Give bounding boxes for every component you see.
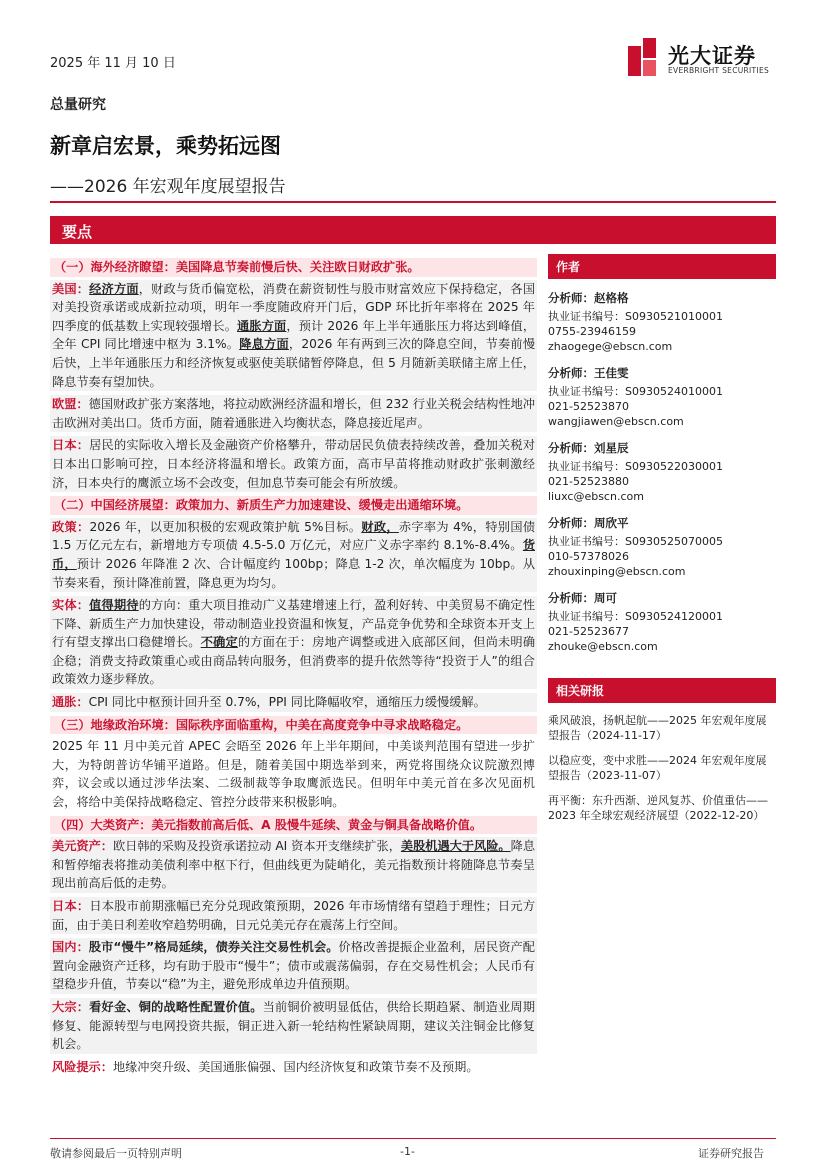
paragraph-real [50, 596, 537, 689]
paragraph-inflation [50, 693, 537, 712]
logo-cn: 光大证券 [668, 44, 756, 68]
title-divider [50, 201, 776, 203]
paragraph-jp [50, 436, 537, 492]
para-text: 居民的实际收入增长及金融资产价格攀升，带动居民负债表持续改善，叠加关税对日本出口影响可控，日本经济将温和增长。政策方面，高市早苗将推动财政扩张刺激经济，日本央行的鹰派立场不会改变，但加息节奏可能会有所放缓。 [52, 438, 536, 490]
related-report-link[interactable]: 再平衡：东升西渐、逆风复苏、价值重估——2023 年全球宏观经济展望（2022-12-20） [548, 794, 768, 822]
analyst-card [548, 516, 776, 579]
paragraph-eu [50, 395, 537, 432]
para-text: CPI 同比中枢预计回升至 0.7%，PPI 同比降幅收窄，通缩压力缓慢缓解。 [88, 695, 486, 710]
paragraph-us [50, 280, 537, 392]
everbright-logo [626, 36, 776, 84]
para-text: ，预计 2026 年上半年通胀压力将达到峰值，全年 CPI 同比增速中枢为 3.1%。 [52, 318, 536, 352]
sidebar [548, 254, 776, 823]
keyword: 货币， [52, 538, 535, 571]
para-text: 德国财政扩张方案落地，将拉动欧洲经济温和增长，但 232 行业关税会结构性地冲击欧洲对美出口。货币方面，随着通胀进入均衡状态，降息接近尾声。 [52, 397, 536, 430]
paragraph-commodity [50, 998, 537, 1054]
analyst-card [548, 366, 776, 429]
analyst-cert: 执业证书编号：S0930521010001 [548, 310, 723, 323]
para-text: 当前铜价被明显低估，供给长期趋紧、制造业周期修复、能源转型与电网投资共振，铜正进入新一轮结构性紧缺周期，建议关注铜金比修复机会。 [52, 999, 536, 1052]
para-label: 美元资产： [52, 839, 113, 854]
para-label: 日本： [52, 438, 90, 453]
page-subtitle: ——2026 年宏观年度展望报告 [50, 177, 286, 197]
analyst-name: 分析师：刘星辰 [548, 441, 629, 455]
analyst-email[interactable]: zhouke@ebscn.com [548, 640, 658, 653]
analyst-cert: 执业证书编号：S0930525070005 [548, 535, 723, 548]
paragraph-risk [50, 1058, 537, 1077]
logo-en: EVERBRIGHT SECURITIES [668, 66, 770, 75]
analyst-card [548, 441, 776, 504]
analyst-email[interactable]: liuxc@ebscn.com [548, 490, 644, 503]
para-text: 预计 2026 年降准 2 次、合计幅度约 100bp；降息 1-2 次，单次幅度为 10bp。从节奏来看，预计降准前置，降息更为均匀。 [52, 556, 536, 590]
keyword: 经济方面 [89, 281, 139, 296]
para-label: 日本： [52, 899, 90, 913]
paragraph-usd-assets [50, 837, 537, 893]
section-heading-2: （二）中国经济展望：政策加力、新质生产力加速建设、缓慢走出通缩环境。 [50, 496, 537, 515]
para-text: ，2026 年有两到三次的降息空间，节奏前慢后快，上半年通胀压力和经济恢复或驱使美联储暂停降息，但 5 月随新美联储主席上任，降息节奏有望加快。 [52, 337, 536, 389]
keyword: 财政， [361, 519, 399, 534]
related-header: 相关研报 [548, 678, 776, 703]
paragraph-jp-assets [50, 897, 537, 934]
para-text: 价格改善提振企业盈利，居民资产配置向金融资产迁移，均有助于股市“慢牛”；债市或震荡偏弱，存在交易性机会；人民币有望稳步升值，节奏以“稳”为主，避免形成单边升值预期。 [52, 940, 535, 992]
section-heading-1: （一）海外经济瞭望：美国降息节奏前慢后快、关注欧日财政扩张。 [50, 258, 537, 277]
analyst-name: 分析师：周可 [548, 591, 617, 605]
key-points-label: 要点 [62, 223, 93, 241]
para-label: 政策： [52, 519, 90, 534]
analyst-cert: 执业证书编号：S0930524010001 [548, 385, 723, 398]
report-date: 2025 年 11 月 10 日 [50, 56, 176, 71]
para-label: 通胀： [52, 695, 89, 710]
analyst-card [548, 591, 776, 654]
analyst-list [548, 291, 776, 654]
analyst-cert: 执业证书编号：S0930524120001 [548, 610, 723, 623]
analyst-name: 分析师：王佳雯 [548, 366, 629, 380]
para-label: 美国： [52, 281, 90, 296]
footer-divider [50, 1138, 776, 1139]
analyst-phone: 010-57378026 [548, 550, 629, 563]
keyword: 美股机遇大于风险。 [400, 839, 511, 854]
para-text: 降息和暂停缩表将推动美债利率中枢下行，但曲线更为陡峭化，美元指数预计将随降息节奏呈现出前高后低的走势。 [52, 839, 536, 891]
analyst-cert: 执业证书编号：S0930522030001 [548, 460, 723, 473]
key-points-bar [50, 216, 776, 244]
para-text: 地缘冲突升级、美国通胀偏强、国内经济恢复和政策节奏不及预期。 [112, 1059, 479, 1074]
logo-mark-icon [626, 36, 662, 78]
para-label: 欧盟： [52, 397, 89, 412]
para-text: ，财政与货币偏宽松，消费在薪资韧性与股市财富效应下保持稳定，各国对美投资承诺或成新拉动项，明年一季度随政府开门后，GDP 环比折年率将在 2025 年四季度的低基数上实现较强增长。 [52, 281, 536, 333]
analyst-phone: 021-52523880 [548, 475, 629, 488]
analyst-name: 分析师：赵格格 [548, 291, 629, 305]
para-text: 2026 年，以更加积极的宏观政策护航 5%目标。 [89, 519, 362, 534]
analyst-email[interactable]: wangjiawen@ebscn.com [548, 415, 684, 428]
related-report-link[interactable]: 以稳应变，变中求胜——2024 年宏观年度展望报告（2023-11-07） [548, 754, 767, 782]
section-heading-3: （三）地缘政治环境：国际秩序面临重构，中美在高度竞争中寻求战略稳定。 [50, 716, 537, 735]
main-content [50, 256, 537, 1080]
para-label: 大宗： [52, 999, 90, 1014]
keyword: 通胀方面 [237, 318, 287, 333]
paragraph-geopolitics: 2025 年 11 月中美元首 APEC 会晤至 2026 年上半年期间，中美谈判范围有望进一步扩大，为特朗普访华铺平道路。但是，随着美国中期选举到来，两党将围绕众议院激烈博弈，议会或以通过涉华法案、二级制裁等争取鹰派选民。但明年中美元首在多次见面机会，将给中美保持战略稳定、管控分歧带来积极影响。 [50, 737, 537, 811]
para-text: 赤字率为 4%，特别国债 1.5 万亿元左右，新增地方专项债 4.5-5.0 万亿元，对应广义赤字率约 8.1%-8.4%。 [52, 519, 536, 553]
paragraph-policy [50, 518, 537, 592]
analyst-email[interactable]: zhaogege@ebscn.com [548, 340, 673, 353]
analyst-email[interactable]: zhouxinping@ebscn.com [548, 565, 686, 578]
para-text: 日本股市前期涨幅已充分兑现政策预期，2026 年市场情绪有望趋于理性；日元方面，由于美日利差收窄趋势明确，日元兑美元存在震荡上行空间。 [52, 899, 536, 932]
keyword: 值得期待 [89, 598, 139, 613]
para-text: 的方向：重大项目推动广义基建增速上行，盈利好转、中美贸易不确定性下降、新质生产力加快建设，带动制造业投资温和恢复，产品竞争优势和全球资本开支上行有望支撑出口稳健增长。 [52, 598, 536, 650]
section-heading-4: （四）大类资产：美元指数前高后低、A 股慢牛延续、黄金与铜具备战略价值。 [50, 816, 537, 835]
analyst-phone: 021-52523677 [548, 625, 629, 638]
page-title: 新章启宏景，乘势拓远图 [50, 134, 281, 158]
analyst-phone: 0755-23946159 [548, 325, 636, 338]
authors-header: 作者 [548, 254, 776, 279]
para-label: 国内： [52, 940, 89, 955]
analyst-phone: 021-52523870 [548, 400, 629, 413]
related-list [548, 713, 776, 823]
analyst-card [548, 291, 776, 354]
para-label: 风险提示： [52, 1059, 113, 1074]
footer-report-type: 证券研究报告 [698, 1147, 764, 1160]
keyword: 不确定 [200, 635, 238, 650]
page-number: -1- [400, 1145, 415, 1158]
related-report-link[interactable]: 乘风破浪，扬帆起航——2025 年宏观年度展望报告（2024-11-17） [548, 714, 767, 742]
paragraph-domestic [50, 938, 537, 994]
footer-disclaimer: 敬请参阅最后一页特别声明 [50, 1147, 182, 1160]
keyword: 降息方面 [239, 337, 289, 352]
para-text: 欧日韩的采购及投资承诺拉动 AI 资本开支继续扩张， [112, 839, 401, 854]
para-text: 的方面在于：房地产调整或进入底部区间，但尚未明确企稳；消费支持政策重心或由商品转向服务，但消费率的提升依然等待“投资于人”的组合政策效力逐步释放。 [52, 635, 536, 687]
report-category: 总量研究 [50, 97, 106, 113]
keyword: 看好金、铜的战略性配置价值。 [89, 999, 263, 1014]
analyst-name: 分析师：周欣平 [548, 516, 629, 530]
para-label: 实体： [52, 598, 90, 613]
keyword: 股市“慢牛”格局延续，债券关注交易性机会。 [88, 940, 339, 955]
